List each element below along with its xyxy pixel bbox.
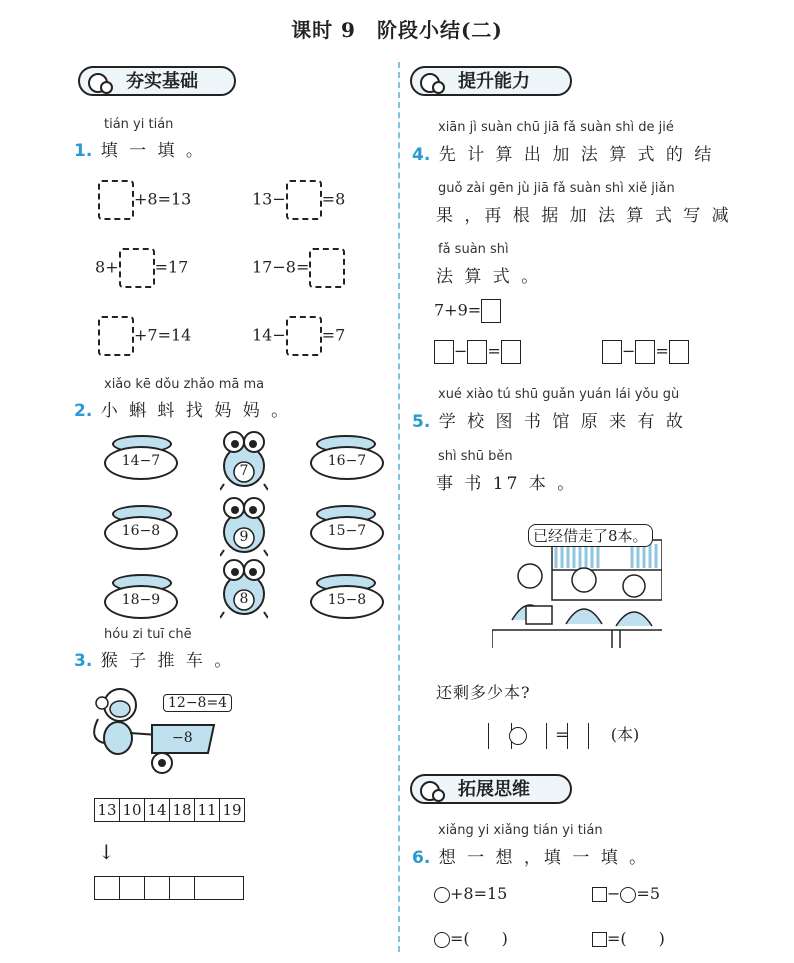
banner-circle-icon	[432, 81, 445, 94]
eq-text: 13−	[252, 189, 286, 209]
q4-eq-3	[602, 340, 689, 364]
q6-eq-4	[592, 926, 665, 949]
eq-text: −	[607, 884, 621, 903]
section-banner-improve	[410, 66, 572, 96]
q1-eq-4	[252, 248, 345, 288]
row-cell: 10	[120, 799, 145, 822]
eq-text: 8+	[95, 257, 119, 277]
answer-box[interactable]	[501, 340, 521, 364]
monkey-answer-row	[94, 876, 244, 900]
q4-pinyin-2: guǒ zài gēn jù jiā fǎ suàn shì xiě jiǎn	[438, 181, 675, 196]
q6-eq-2	[592, 884, 660, 903]
answer-cell[interactable]	[145, 877, 170, 900]
column-divider	[398, 62, 400, 952]
eq-text: =17	[154, 257, 189, 277]
monkey-speech-bubble: 12−8=4	[163, 694, 232, 712]
q1-eq-1	[98, 180, 191, 220]
frog-number: 7	[239, 463, 249, 479]
q4-pinyin-3: fǎ suàn shì	[438, 242, 509, 257]
eq-text: 14−	[252, 325, 286, 345]
answer-cell[interactable]	[170, 877, 195, 900]
row-cell: 18	[170, 799, 195, 822]
q4-eq-1	[434, 299, 501, 323]
question-text: 想 一 想 ，填 一 填 。	[438, 848, 650, 868]
question-number: 5.	[412, 412, 431, 432]
q5-pinyin-1: xué xiào tú shū guǎn yuán lái yǒu gù	[438, 387, 680, 402]
circle-symbol	[434, 932, 450, 948]
operator-circle[interactable]	[509, 727, 527, 745]
question-number: 6.	[412, 848, 431, 868]
answer-box[interactable]	[286, 180, 322, 220]
section-title: 提升能力	[458, 71, 530, 92]
eq-text: =	[655, 341, 669, 361]
banner-circle-icon	[432, 789, 445, 802]
answer-box[interactable]	[467, 340, 487, 364]
answer-box[interactable]	[119, 248, 155, 288]
frog-3[interactable]	[220, 558, 268, 628]
frog-icon	[220, 496, 268, 558]
q6-eq-3	[434, 926, 508, 949]
answer-cell[interactable]	[120, 877, 145, 900]
eq-text: =8	[321, 189, 346, 209]
eq-text: =	[555, 725, 569, 744]
eq-text: 7+9=	[434, 300, 482, 320]
section-banner-basic	[78, 66, 236, 96]
answer-box[interactable]	[434, 340, 454, 364]
q1-eq-3	[95, 248, 188, 288]
answer-box[interactable]	[669, 340, 689, 364]
circle-symbol	[620, 887, 636, 903]
q2-pinyin: xiǎo kē dǒu zhǎo mā ma	[104, 377, 265, 392]
answer-blank[interactable]: =( )	[450, 929, 508, 948]
eq-text: =7	[321, 325, 346, 345]
row-cell: 11	[195, 799, 220, 822]
answer-box[interactable]	[481, 299, 501, 323]
q6-eq-1	[434, 884, 507, 903]
speech-bubble: 已经借走了8本。	[528, 524, 653, 547]
q1-pinyin: tián yi tián	[104, 117, 174, 132]
answer-box[interactable]	[588, 723, 611, 749]
q3-pinyin: hóu zi tuī chē	[104, 627, 192, 642]
answer-cell[interactable]	[95, 877, 120, 900]
page-title: 课时 9 阶段小结(二)	[291, 18, 503, 42]
frog-icon	[220, 430, 268, 492]
question-text: 先 计 算 出 加 法 算 式 的 结	[438, 145, 715, 165]
q5-answer-eq	[488, 722, 639, 749]
question-text: 学 校 图 书 馆 原 来 有 故	[438, 412, 686, 432]
frog-1[interactable]	[220, 430, 268, 500]
q1-prompt	[74, 136, 206, 161]
q3-prompt	[74, 646, 234, 671]
question-number: 1.	[74, 141, 93, 161]
question-text: 猴 子 推 车 。	[100, 651, 235, 671]
tadpole-right-2[interactable]: 15−7	[310, 516, 384, 550]
question-number: 3.	[74, 651, 93, 671]
tadpole-right-1[interactable]: 16−7	[310, 446, 384, 480]
eq-text: +8=13	[134, 189, 192, 209]
question-number: 4.	[412, 145, 431, 165]
tadpole-left-3[interactable]: 18−9	[104, 585, 178, 619]
q4-line-2: 果 ，再 根 据 加 法 算 式 写 减	[436, 206, 732, 226]
frog-number: 8	[239, 591, 249, 607]
q5-pinyin-2: shì shū běn	[438, 449, 513, 464]
q5-line-2: 事 书 17 本 。	[436, 474, 578, 494]
q6-pinyin: xiǎng yi xiǎng tián yi tián	[438, 823, 603, 838]
q4-line-3: 法 算 式 。	[436, 267, 542, 287]
tadpole-left-2[interactable]: 16−8	[104, 516, 178, 550]
tadpole-right-3[interactable]: 15−8	[310, 585, 384, 619]
answer-box[interactable]	[286, 316, 322, 356]
question-number: 2.	[74, 401, 93, 421]
q2-prompt	[74, 396, 291, 421]
q1-eq-2	[252, 180, 345, 220]
answer-box[interactable]	[309, 248, 345, 288]
row-cell: 13	[95, 799, 120, 822]
q1-eq-5	[98, 316, 191, 356]
row-cell: 19	[220, 799, 245, 822]
q5-question: 还剩多少本?	[436, 683, 531, 702]
cart-label: −8	[172, 730, 193, 746]
eq-text: −	[622, 341, 636, 361]
q5-line-1	[412, 407, 686, 432]
frog-icon	[220, 558, 268, 620]
q4-pinyin-1: xiān jì suàn chū jiā fǎ suàn shì de jié	[438, 120, 674, 135]
answer-box[interactable]	[98, 316, 134, 356]
down-arrow-icon: ↓	[98, 840, 115, 864]
square-symbol	[592, 887, 607, 902]
answer-box[interactable]	[602, 340, 622, 364]
question-text: 小 蝌 蚪 找 妈 妈 。	[100, 401, 292, 421]
question-text: 填 一 填 。	[100, 141, 206, 161]
answer-blank[interactable]: =( )	[607, 929, 665, 948]
banner-circle-icon	[100, 81, 113, 94]
section-title: 拓展思维	[458, 779, 530, 800]
unit-label: (本)	[610, 725, 640, 744]
q1-eq-6	[252, 316, 345, 356]
section-title: 夯实基础	[126, 71, 198, 92]
frog-2[interactable]	[220, 496, 268, 566]
answer-cell[interactable]	[195, 877, 244, 900]
monkey-number-row	[94, 798, 245, 822]
eq-text: +7=14	[134, 325, 192, 345]
q6-prompt	[412, 843, 649, 868]
q4-line-1	[412, 140, 714, 165]
eq-text: 17−8=	[252, 257, 310, 277]
circle-symbol	[434, 887, 450, 903]
square-symbol	[592, 932, 607, 947]
eq-text: =	[487, 341, 501, 361]
q4-eq-2	[434, 340, 521, 364]
eq-text: =5	[636, 884, 660, 903]
eq-text: +8=15	[450, 884, 508, 903]
section-banner-expand	[410, 774, 572, 804]
answer-box[interactable]	[98, 180, 134, 220]
answer-box[interactable]	[635, 340, 655, 364]
tadpole-left-1[interactable]: 14−7	[104, 446, 178, 480]
frog-number: 9	[239, 529, 249, 545]
row-cell: 14	[145, 799, 170, 822]
eq-text: −	[454, 341, 468, 361]
